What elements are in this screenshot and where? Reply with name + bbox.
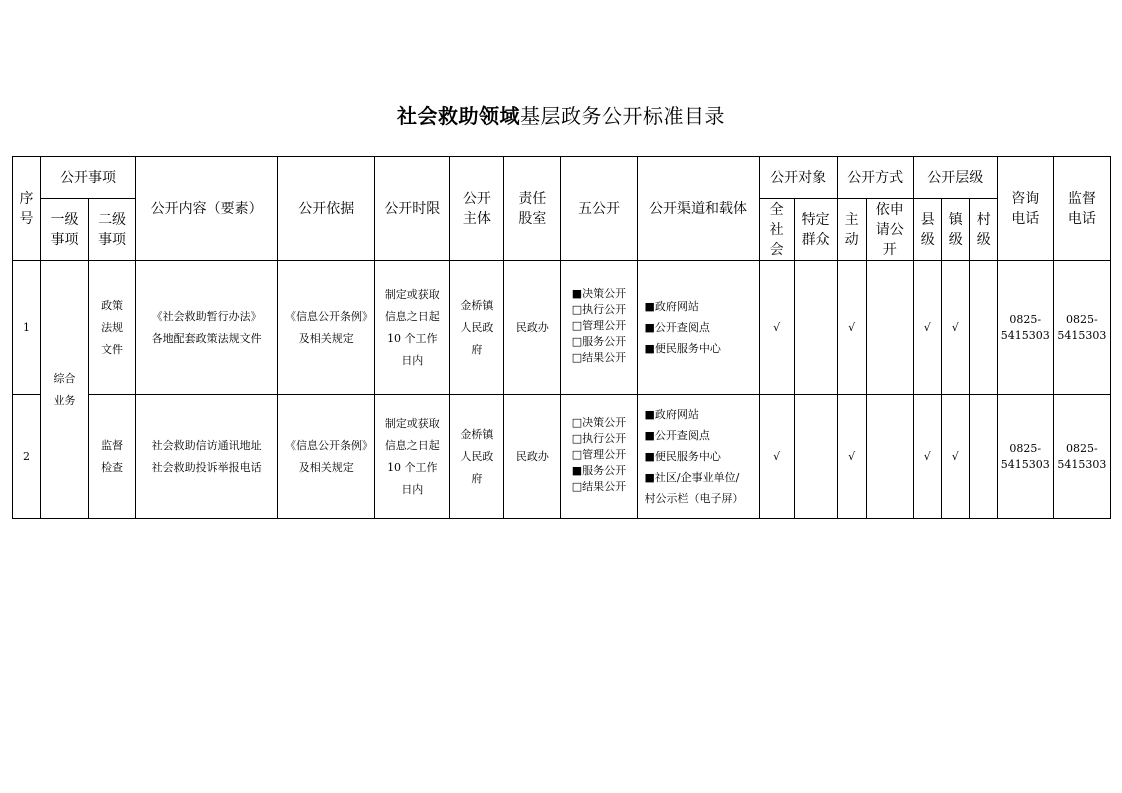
row-seq: 1 bbox=[13, 261, 41, 395]
row-content bbox=[136, 395, 278, 519]
header-supervise: 监督电话 bbox=[1053, 157, 1110, 261]
row-village bbox=[969, 261, 997, 395]
row-supervise-phone: 0825-5415303 bbox=[1053, 395, 1110, 519]
content-line: 《社会救助暂行办法》 bbox=[151, 309, 262, 323]
row-five bbox=[561, 395, 637, 519]
header-seq: 序号 bbox=[13, 157, 41, 261]
header-consult: 咨询电话 bbox=[997, 157, 1053, 261]
row-office: 民政办 bbox=[504, 395, 561, 519]
row-apply bbox=[866, 261, 913, 395]
header-five: 五公开 bbox=[561, 157, 637, 261]
row-time-limit: 制定或获取信息之日起 10 个工作日内 bbox=[375, 395, 450, 519]
header-level-town: 镇级 bbox=[941, 199, 969, 261]
row-apply bbox=[866, 395, 913, 519]
channel-item: ■便民服务中心 bbox=[644, 450, 721, 463]
channel-item: ■政府网站 bbox=[644, 300, 699, 313]
row-consult-phone: 0825-5415303 bbox=[997, 395, 1053, 519]
five-option: □服务公开 bbox=[571, 335, 627, 348]
row-office: 民政办 bbox=[504, 261, 561, 395]
row-channel bbox=[637, 395, 759, 519]
five-option: □执行公开 bbox=[571, 303, 627, 316]
header-level: 公开层级 bbox=[913, 157, 997, 199]
five-option: □管理公开 bbox=[571, 448, 627, 461]
header-method-active: 主动 bbox=[837, 199, 866, 261]
header-basis: 公开依据 bbox=[278, 157, 375, 261]
table-row bbox=[13, 395, 1111, 519]
row-consult-phone: 0825-5415303 bbox=[997, 261, 1053, 395]
channel-item: ■公开查阅点 bbox=[644, 321, 710, 334]
content-line: 各地配套政策法规文件 bbox=[151, 331, 262, 345]
row-basis: 《信息公开条例》及相关规定 bbox=[278, 261, 375, 395]
header-subject: 公开主体 bbox=[450, 157, 504, 261]
row-county: √ bbox=[913, 395, 941, 519]
page-title bbox=[0, 100, 1122, 129]
catalog-table bbox=[12, 156, 1111, 519]
header-matters: 公开事项 bbox=[41, 157, 136, 199]
five-option: □执行公开 bbox=[571, 432, 627, 445]
row-seq: 2 bbox=[13, 395, 41, 519]
table-row bbox=[13, 261, 1111, 395]
row-active: √ bbox=[837, 261, 866, 395]
channel-item: ■公开查阅点 bbox=[644, 429, 710, 442]
channel-item: ■社区/企事业单位/ bbox=[644, 471, 740, 484]
header-target: 公开对象 bbox=[759, 157, 837, 199]
row-subject: 金桥镇人民政府 bbox=[450, 261, 504, 395]
row-target-all: √ bbox=[759, 395, 794, 519]
row-town: √ bbox=[941, 395, 969, 519]
five-option: □结果公开 bbox=[571, 351, 627, 364]
header-channel: 公开渠道和载体 bbox=[637, 157, 759, 261]
header-level2: 二级事项 bbox=[89, 199, 136, 261]
content-line: 社会救助投诉举报电话 bbox=[151, 460, 262, 474]
header-level-county: 县级 bbox=[913, 199, 941, 261]
title-rest: 基层政务公开标准目录 bbox=[520, 104, 725, 128]
row-county: √ bbox=[913, 261, 941, 395]
header-target-group: 特定群众 bbox=[794, 199, 837, 261]
row-target-group bbox=[794, 261, 837, 395]
five-option: ■决策公开 bbox=[571, 287, 627, 300]
row-five bbox=[561, 261, 637, 395]
header-method-apply: 依申请公开 bbox=[866, 199, 913, 261]
row-content bbox=[136, 261, 278, 395]
header-method: 公开方式 bbox=[837, 157, 913, 199]
row-basis: 《信息公开条例》及相关规定 bbox=[278, 395, 375, 519]
row-channel bbox=[637, 261, 759, 395]
row-level1-group: 综合业务 bbox=[41, 261, 89, 519]
content-line: 社会救助信访通讯地址 bbox=[151, 438, 262, 452]
channel-item: ■政府网站 bbox=[644, 408, 699, 421]
row-time-limit: 制定或获取信息之日起 10 个工作日内 bbox=[375, 261, 450, 395]
header-time-limit: 公开时限 bbox=[375, 157, 450, 261]
title-bold-part: 社会救助领域 bbox=[397, 104, 520, 128]
five-option: □决策公开 bbox=[571, 416, 627, 429]
row-level2: 政策法规文件 bbox=[89, 261, 136, 395]
channel-item: 村公示栏（电子屏） bbox=[644, 492, 744, 505]
header-office: 责任股室 bbox=[504, 157, 561, 261]
header-content: 公开内容（要素） bbox=[136, 157, 278, 261]
row-supervise-phone: 0825-5415303 bbox=[1053, 261, 1110, 395]
header-target-all: 全社会 bbox=[759, 199, 794, 261]
row-target-group bbox=[794, 395, 837, 519]
header-row-1 bbox=[13, 157, 1111, 199]
channel-item: ■便民服务中心 bbox=[644, 342, 721, 355]
five-option: ■服务公开 bbox=[571, 464, 627, 477]
five-option: □结果公开 bbox=[571, 480, 627, 493]
header-level1: 一级事项 bbox=[41, 199, 89, 261]
row-active: √ bbox=[837, 395, 866, 519]
row-village bbox=[969, 395, 997, 519]
header-level-village: 村级 bbox=[969, 199, 997, 261]
row-town: √ bbox=[941, 261, 969, 395]
five-option: □管理公开 bbox=[571, 319, 627, 332]
row-level2: 监督检查 bbox=[89, 395, 136, 519]
row-target-all: √ bbox=[759, 261, 794, 395]
row-subject: 金桥镇人民政府 bbox=[450, 395, 504, 519]
